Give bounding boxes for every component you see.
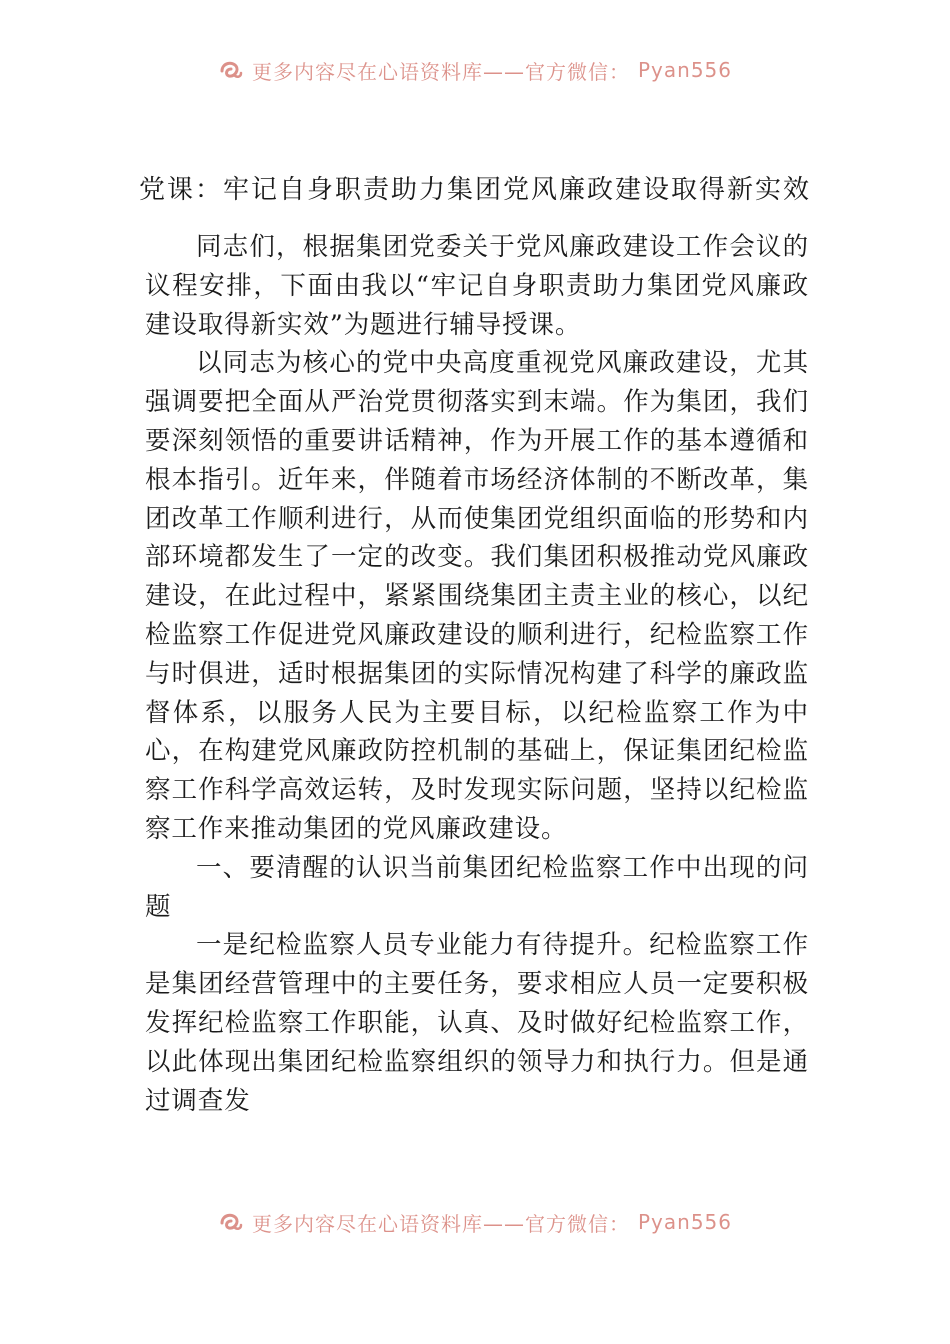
paragraph-point-1: 一是纪检监察人员专业能力有待提升。纪检监察工作是集团经营管理中的主要任务，要求相应人员一定要积极发挥纪检监察工作职能，认真、及时做好纪检监察工作，以此体现出集团纪检监察组织的领导力和执行力。但是通过调查发 xyxy=(145,930,809,1116)
watermark-text: 更多内容尽在心语资料库——官方微信： xyxy=(251,59,630,84)
watermark-id: Pyan556 xyxy=(637,1210,732,1234)
section-heading-1: 一、要清醒的认识当前集团纪检监察工作中出现的问题 xyxy=(145,852,809,922)
paragraph-intro: 同志们，根据集团党委关于党风廉政建设工作会议的议程安排，下面由我以“牢记自身职责助力集团党风廉政建设取得新实效”为题进行辅导授课。 xyxy=(145,232,809,340)
header-watermark xyxy=(0,50,950,90)
watermark-text: 更多内容尽在心语资料库——官方微信： xyxy=(251,1211,630,1236)
heart-swirl-logo-icon xyxy=(218,1209,244,1235)
watermark-id: Pyan556 xyxy=(637,58,732,82)
heart-swirl-logo-icon xyxy=(218,57,244,83)
footer-watermark xyxy=(0,1202,950,1242)
paragraph-background: 以同志为核心的党中央高度重视党风廉政建设，尤其强调要把全面从严治党贯彻落实到末端。作为集团，我们要深刻领悟的重要讲话精神，作为开展工作的基本遵循和根本指引。近年来，伴随着市场经济体制的不断改革，集团改革工作顺利进行，从而使集团党组织面临的形势和内部环境都发生了一定的改变。我们集团积极推动党风廉政建设，在此过程中，紧紧围绕集团主责主业的核心，以纪检监察工作促进党风廉政建设的顺利进行，纪检监察工作与时俱进，适时根据集团的实际情况构建了科学的廉政监督体系，以服务人民为主要目标，以纪检监察工作为中心，在构建党风廉政防控机制的基础上，保证集团纪检监察工作科学高效运转，及时发现实际问题，坚持以纪检监察工作来推动集团的党风廉政建设。 xyxy=(145,348,809,844)
document-body xyxy=(145,228,809,1120)
document-title: 党课：牢记自身职责助力集团党风廉政建设取得新实效 xyxy=(138,175,811,205)
